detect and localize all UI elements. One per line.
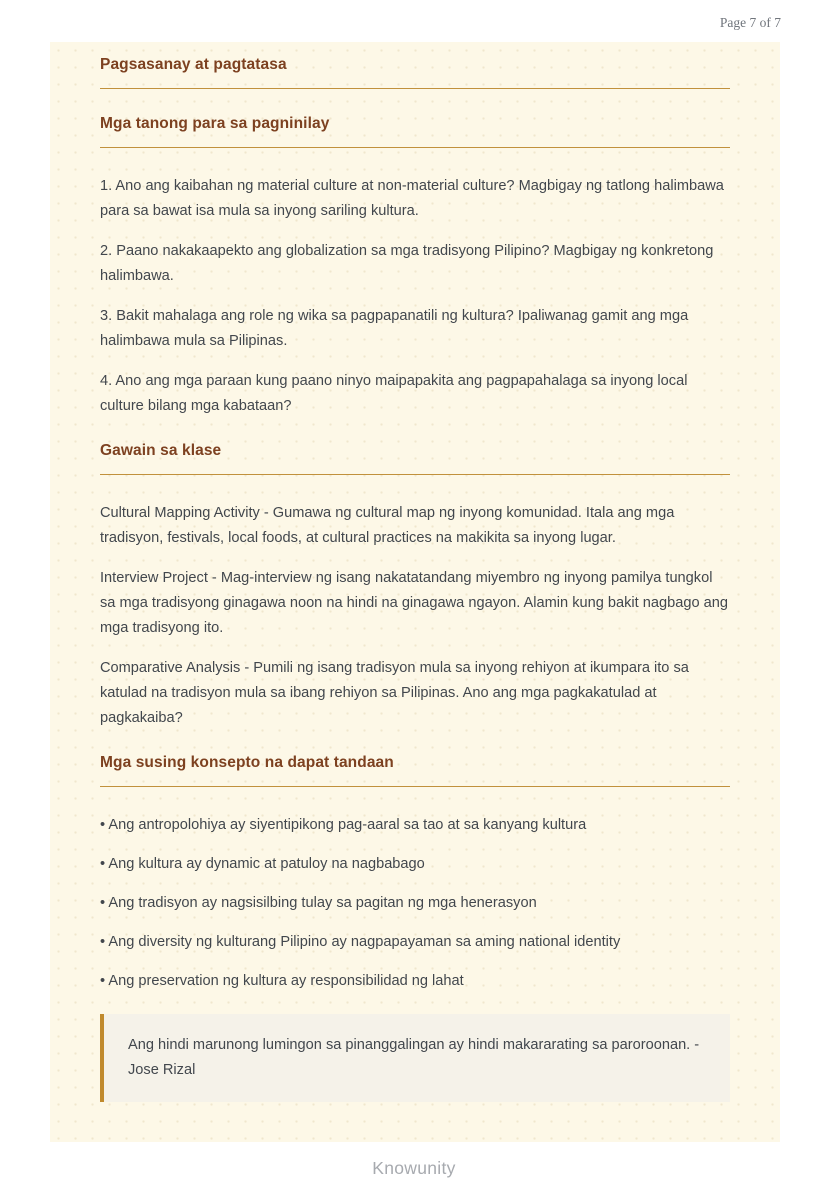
heading-class-activity: Gawain sa klase [100, 442, 730, 475]
activity-comparative-analysis: Comparative Analysis - Pumili ng isang tradisyon mula sa inyong rehiyon at ikumpara ito sa katulad na tradisyon mula sa ibang rehiyon sa Pilipinas. Ano ang mga pagkakatulad at pagkakaiba? [100, 660, 689, 726]
page-header [0, 0, 828, 42]
key-concept-item: • Ang diversity ng kulturang Pilipino ay nagpapayaman sa aming national identity [100, 934, 621, 950]
heading-reflection-questions: Mga tanong para sa pagninilay [100, 115, 730, 148]
key-concept-item: • Ang preservation ng kultura ay responsibilidad ng lahat [100, 973, 464, 989]
activity-cultural-mapping: Cultural Mapping Activity - Gumawa ng cultural map ng inyong komunidad. Itala ang mga tradisyon, festivals, local foods, at cultural practices na makikita sa inyong lugar. [100, 505, 675, 546]
key-concept-item: • Ang kultura ay dynamic at patuloy na nagbabago [100, 856, 425, 872]
key-concept-item: • Ang antropolohiya ay siyentipikong pag-aaral sa tao at sa kanyang kultura [100, 817, 587, 833]
document-card [50, 42, 780, 1142]
heading-practice: Pagsasanay at pagtatasa [100, 56, 730, 89]
question-2: 2. Paano nakakaapekto ang globalization sa mga tradisyong Pilipino? Magbigay ng konkretong halimbawa. [100, 243, 714, 284]
question-3: 3. Bakit mahalaga ang role ng wika sa pagpapanatili ng kultura? Ipaliwanag gamit ang mga halimbawa mula sa Pilipinas. [100, 308, 689, 349]
rizal-quote-text: Ang hindi marunong lumingon sa pinanggalingan ay hindi makararating sa paroroonan. - Jose Rizal [128, 1037, 700, 1078]
page-indicator: Page 7 of 7 [719, 15, 781, 30]
question-4: 4. Ano ang mga paraan kung paano ninyo maipapakita ang pagpapahalaga sa inyong local culture bilang mga kabataan? [100, 373, 688, 414]
heading-key-concepts: Mga susing konsepto na dapat tandaan [100, 754, 730, 787]
question-1: 1. Ano ang kaibahan ng material culture at non-material culture? Magbigay ng tatlong halimbawa para sa bawat isa mula sa inyong sariling kultura. [100, 178, 724, 219]
activity-interview-project: Interview Project - Mag-interview ng isang nakatatandang miyembro ng inyong pamilya tungkol sa mga tradisyong ginagawa noon na hindi na ginagawa ngayon. Alamin kung bakit nagbago ang mga tradisyong ito. [100, 570, 728, 636]
rizal-quote-block [100, 1014, 730, 1102]
page-footer [0, 1142, 828, 1189]
key-concept-item: • Ang tradisyon ay nagsisilbing tulay sa pagitan ng mga henerasyon [100, 895, 537, 911]
footer-brand: Knowunity [372, 1158, 456, 1178]
